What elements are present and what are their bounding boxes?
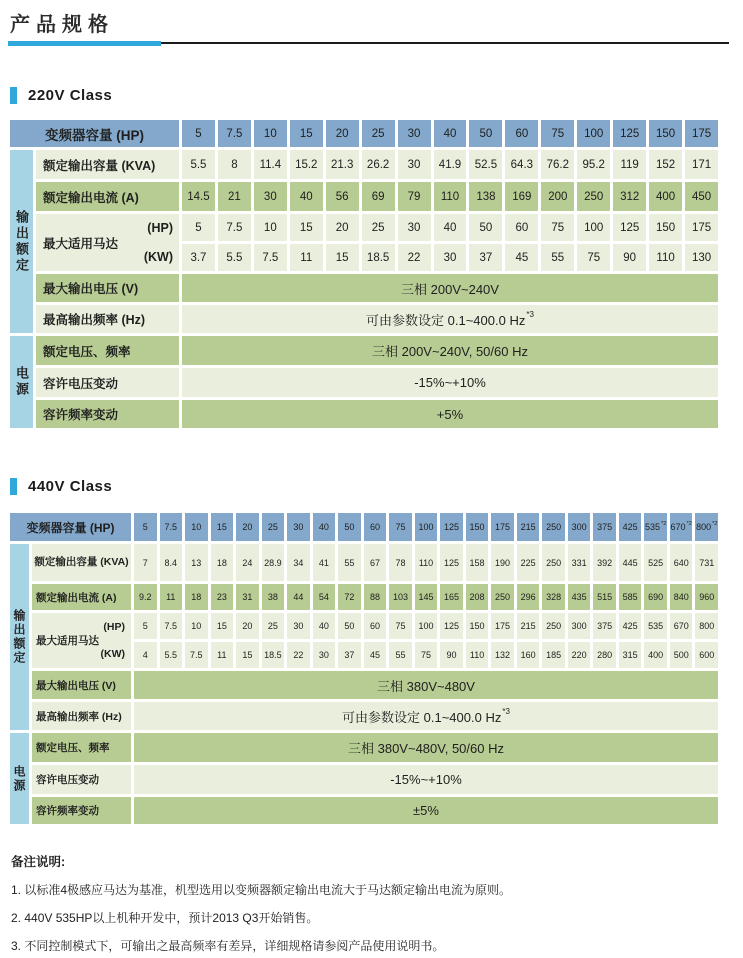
- value-cell: 215: [517, 613, 540, 639]
- col-header-cell: 800 $^{*2}$: [695, 513, 718, 541]
- col-header-cell: 125: [613, 120, 646, 147]
- value-cell: 375: [593, 613, 616, 639]
- value-cell: 4: [134, 642, 157, 668]
- section-title-220v: 220V Class: [28, 87, 113, 104]
- col-header-cell: 175: [491, 513, 514, 541]
- col-header-cell: 15: [290, 120, 323, 147]
- value-cell: 500: [670, 642, 693, 668]
- value-cell: 26.2: [362, 150, 395, 179]
- value-cell: 15: [326, 244, 359, 271]
- value-cell: 90: [440, 642, 463, 668]
- value-cell: 425: [619, 613, 642, 639]
- value-cell: 280: [593, 642, 616, 668]
- row-label-motor-440v: [32, 613, 131, 668]
- col-header-cell: 75: [541, 120, 574, 147]
- value-cell: 54: [313, 584, 336, 610]
- row-label-voltvar-440v: 容许电压变动: [32, 765, 131, 794]
- value-cell: 392: [593, 544, 616, 581]
- row-value-freqvar-440v: ±5%: [134, 797, 718, 824]
- value-cell: 44: [287, 584, 310, 610]
- value-cell: 15: [290, 214, 323, 241]
- col-header-cell: 7.5: [218, 120, 251, 147]
- value-cell: 15: [236, 642, 259, 668]
- row-label-motor-220v: [36, 214, 179, 271]
- value-cell: 69: [362, 182, 395, 211]
- value-cell: 670: [670, 613, 693, 639]
- section-title-440v: 440V Class: [28, 478, 113, 495]
- value-cell: 132: [491, 642, 514, 668]
- motor-unit-labels: [101, 613, 132, 668]
- value-cell: 600: [695, 642, 718, 668]
- value-cell: 190: [491, 544, 514, 581]
- value-cell: 171: [685, 150, 718, 179]
- value-cell: 75: [415, 642, 438, 668]
- value-cell: 7.5: [254, 244, 287, 271]
- value-cell: 30: [434, 244, 467, 271]
- value-cell: 38: [262, 584, 285, 610]
- col-header-cell: 100: [415, 513, 438, 541]
- value-cell: 55: [389, 642, 412, 668]
- col-header-label-220v: 变频器容量 (HP): [10, 120, 179, 147]
- note-item: 2. 440V 535HP以上机种开发中，预计2013 Q3开始销售。: [11, 911, 319, 925]
- col-header-cell: 20: [326, 120, 359, 147]
- value-cell: 731: [695, 544, 718, 581]
- value-cell: 14.5: [182, 182, 215, 211]
- value-cell: 56: [326, 182, 359, 211]
- value-cell: 20: [326, 214, 359, 241]
- value-cell: 331: [568, 544, 591, 581]
- row-label-maxv-440v: 最大输出电压 (V): [32, 671, 131, 699]
- value-cell: 76.2: [541, 150, 574, 179]
- col-header-cell: 535 $^{*2}$: [644, 513, 667, 541]
- motor-hp-label: (HP): [147, 221, 173, 236]
- row-label-freqvar-440v: 容许频率变动: [32, 797, 131, 824]
- col-header-cell: 60: [505, 120, 538, 147]
- motor-hp-label: (HP): [103, 620, 125, 633]
- value-cell: 52.5: [469, 150, 502, 179]
- value-cell: 45: [505, 244, 538, 271]
- value-cell: 11: [290, 244, 323, 271]
- col-header-cell: 670 $^{*2}$: [670, 513, 693, 541]
- col-header-cell: 60: [364, 513, 387, 541]
- value-cell: 103: [389, 584, 412, 610]
- col-header-cell: 100: [577, 120, 610, 147]
- row-value-ratedvf-220v: 三相 200V~240V, 50/60 Hz: [182, 336, 718, 365]
- row-label-ratedvf-220v: 额定电压、频率: [36, 336, 179, 365]
- value-cell: 160: [517, 642, 540, 668]
- value-cell: 515: [593, 584, 616, 610]
- value-cell: 175: [685, 214, 718, 241]
- value-cell: 7.5: [185, 642, 208, 668]
- value-cell: 75: [577, 244, 610, 271]
- col-header-cell: 50: [338, 513, 361, 541]
- row-value-maxv-440v: 三相 380V~480V: [134, 671, 718, 699]
- value-cell: 200: [541, 182, 574, 211]
- value-cell: 8: [218, 150, 251, 179]
- value-cell: 110: [434, 182, 467, 211]
- col-header-cell: 300: [568, 513, 591, 541]
- col-header-cell: 175: [685, 120, 718, 147]
- col-header-cell: 375: [593, 513, 616, 541]
- value-cell: 125: [440, 544, 463, 581]
- col-header-cell: 40: [434, 120, 467, 147]
- value-cell: 8.4: [160, 544, 183, 581]
- motor-label-text: 最大适用马达: [43, 236, 119, 251]
- value-cell: 30: [398, 214, 431, 241]
- value-cell: 640: [670, 544, 693, 581]
- value-cell: 40: [290, 182, 323, 211]
- value-cell: 31: [236, 584, 259, 610]
- value-cell: 445: [619, 544, 642, 581]
- value-cell: 7.5: [160, 613, 183, 639]
- value-cell: 25: [262, 613, 285, 639]
- row-label-amp-440v: 额定输出电流 (A): [32, 584, 131, 610]
- value-cell: 3.7: [182, 244, 215, 271]
- value-cell: 21: [218, 182, 251, 211]
- value-cell: 45: [364, 642, 387, 668]
- value-cell: 585: [619, 584, 642, 610]
- value-cell: 10: [254, 214, 287, 241]
- value-cell: 64.3: [505, 150, 538, 179]
- col-header-cell: 75: [389, 513, 412, 541]
- value-cell: 7.5: [218, 214, 251, 241]
- value-cell: 41: [313, 544, 336, 581]
- col-header-cell: 30: [287, 513, 310, 541]
- value-cell: 169: [505, 182, 538, 211]
- col-header-cell: 20: [236, 513, 259, 541]
- value-cell: 525: [644, 544, 667, 581]
- col-header-cell: 215: [517, 513, 540, 541]
- value-cell: 50: [469, 214, 502, 241]
- value-cell: 60: [364, 613, 387, 639]
- value-cell: 150: [649, 214, 682, 241]
- col-header-cell: 25: [262, 513, 285, 541]
- section-heading-440v: [10, 478, 735, 495]
- value-cell: 150: [466, 613, 489, 639]
- value-cell: 95.2: [577, 150, 610, 179]
- row-label-freqvar-220v: 容许频率变动: [36, 400, 179, 428]
- notes: [11, 852, 735, 954]
- value-cell: 55: [338, 544, 361, 581]
- value-cell: 78: [389, 544, 412, 581]
- row-label-amp-220v: 额定输出电流 (A): [36, 182, 179, 211]
- value-cell: 55: [541, 244, 574, 271]
- value-cell: 315: [619, 642, 642, 668]
- value-cell: 15: [211, 613, 234, 639]
- col-header-cell: 150: [649, 120, 682, 147]
- value-cell: 13: [185, 544, 208, 581]
- value-cell: 18.5: [362, 244, 395, 271]
- value-cell: 400: [644, 642, 667, 668]
- value-cell: 5: [182, 214, 215, 241]
- section-marker-icon: [10, 87, 17, 104]
- sidebar-power-label-440v: 电源: [10, 733, 29, 824]
- row-value-ratedvf-440v: 三相 380V~480V, 50/60 Hz: [134, 733, 718, 762]
- row-value-voltvar-440v: -15%~+10%: [134, 765, 718, 794]
- col-header-cell: 50: [469, 120, 502, 147]
- value-cell: 7: [134, 544, 157, 581]
- col-header-label-440v: 变频器容量 (HP): [10, 513, 131, 541]
- spec-table-440v: [10, 513, 718, 824]
- value-cell: 435: [568, 584, 591, 610]
- motor-kw-label: (KW): [143, 249, 173, 264]
- value-cell: 840: [670, 584, 693, 610]
- value-cell: 15.2: [290, 150, 323, 179]
- row-label-maxv-220v: 最大输出电压 (V): [36, 274, 179, 302]
- value-cell: 11: [160, 584, 183, 610]
- value-cell: 40: [313, 613, 336, 639]
- row-value-maxhz-220v: 可由参数设定 0.1~400.0 Hz $^{*3}$: [182, 305, 718, 333]
- row-value-maxhz-440v: 可由参数设定 0.1~400.0 Hz $^{*3}$: [134, 702, 718, 730]
- value-cell: 5.5: [218, 244, 251, 271]
- value-cell: 22: [398, 244, 431, 271]
- value-cell: 5.5: [160, 642, 183, 668]
- value-cell: 72: [338, 584, 361, 610]
- value-cell: 34: [287, 544, 310, 581]
- value-cell: 67: [364, 544, 387, 581]
- value-cell: 5.5: [182, 150, 215, 179]
- value-cell: 88: [364, 584, 387, 610]
- note-item: 1. 以标准4极感应马达为基准，机型选用以变频器额定输出电流大于马达额定输出电流为原则。: [11, 883, 512, 897]
- value-cell: 79: [398, 182, 431, 211]
- section-marker-icon: [10, 478, 17, 495]
- value-cell: 37: [338, 642, 361, 668]
- value-cell: 30: [254, 182, 287, 211]
- value-cell: 250: [542, 544, 565, 581]
- value-cell: 18.5: [262, 642, 285, 668]
- row-value-maxv-220v: 三相 200V~240V: [182, 274, 718, 302]
- value-cell: 10: [185, 613, 208, 639]
- col-header-cell: 5: [134, 513, 157, 541]
- value-cell: 175: [491, 613, 514, 639]
- row-value-voltvar-220v: -15%~+10%: [182, 368, 718, 397]
- col-header-cell: 250: [542, 513, 565, 541]
- sidebar-output-label-220v: 输出额定: [10, 150, 33, 333]
- value-cell: 18: [185, 584, 208, 610]
- section-heading-220v: [10, 87, 735, 104]
- value-cell: 22: [287, 642, 310, 668]
- value-cell: 30: [287, 613, 310, 639]
- note-item: 3. 不同控制模式下，可输出之最高频率有差异，详细规格请参阅产品使用说明书。: [11, 939, 445, 953]
- notes-heading: 备注说明:: [11, 855, 66, 869]
- value-cell: 125: [613, 214, 646, 241]
- value-cell: 60: [505, 214, 538, 241]
- value-cell: 220: [568, 642, 591, 668]
- value-cell: 125: [440, 613, 463, 639]
- col-header-cell: 40: [313, 513, 336, 541]
- col-header-cell: 10: [254, 120, 287, 147]
- col-header-cell: 150: [466, 513, 489, 541]
- sidebar-output-label-440v: 输出额定: [10, 544, 29, 730]
- value-cell: 130: [685, 244, 718, 271]
- value-cell: 21.3: [326, 150, 359, 179]
- value-cell: 250: [491, 584, 514, 610]
- value-cell: 24: [236, 544, 259, 581]
- value-cell: 23: [211, 584, 234, 610]
- page-title: 产品规格: [10, 14, 114, 36]
- spec-table-220v: [10, 120, 718, 428]
- value-cell: 30: [313, 642, 336, 668]
- value-cell: 296: [517, 584, 540, 610]
- value-cell: 250: [542, 613, 565, 639]
- value-cell: 145: [415, 584, 438, 610]
- row-label-kva-440v: 额定输出容量 (KVA): [32, 544, 131, 581]
- value-cell: 152: [649, 150, 682, 179]
- value-cell: 225: [517, 544, 540, 581]
- col-header-cell: 30: [398, 120, 431, 147]
- value-cell: 11: [211, 642, 234, 668]
- value-cell: 25: [362, 214, 395, 241]
- value-cell: 40: [434, 214, 467, 241]
- value-cell: 9.2: [134, 584, 157, 610]
- sidebar-power-label-220v: 电源: [10, 336, 33, 428]
- row-label-maxhz-220v: 最高输出频率 (Hz): [36, 305, 179, 333]
- col-header-cell: 5: [182, 120, 215, 147]
- value-cell: 90: [613, 244, 646, 271]
- value-cell: 158: [466, 544, 489, 581]
- value-cell: 165: [440, 584, 463, 610]
- value-cell: 37: [469, 244, 502, 271]
- value-cell: 50: [338, 613, 361, 639]
- col-header-cell: 125: [440, 513, 463, 541]
- value-cell: 450: [685, 182, 718, 211]
- row-label-voltvar-220v: 容许电压变动: [36, 368, 179, 397]
- row-label-maxhz-440v: 最高输出频率 (Hz): [32, 702, 131, 730]
- value-cell: 110: [415, 544, 438, 581]
- value-cell: 110: [466, 642, 489, 668]
- title-rule-blue: [8, 41, 161, 46]
- value-cell: 208: [466, 584, 489, 610]
- value-cell: 800: [695, 613, 718, 639]
- value-cell: 138: [469, 182, 502, 211]
- row-label-kva-220v: 额定输出容量 (KVA): [36, 150, 179, 179]
- value-cell: 110: [649, 244, 682, 271]
- value-cell: 75: [389, 613, 412, 639]
- value-cell: 18: [211, 544, 234, 581]
- value-cell: 11.4: [254, 150, 287, 179]
- value-cell: 100: [415, 613, 438, 639]
- value-cell: 300: [568, 613, 591, 639]
- col-header-cell: 10: [185, 513, 208, 541]
- row-value-freqvar-220v: +5%: [182, 400, 718, 428]
- col-header-cell: 7.5: [160, 513, 183, 541]
- value-cell: 119: [613, 150, 646, 179]
- value-cell: 312: [613, 182, 646, 211]
- value-cell: 75: [541, 214, 574, 241]
- value-cell: 185: [542, 642, 565, 668]
- value-cell: 328: [542, 584, 565, 610]
- value-cell: 690: [644, 584, 667, 610]
- motor-label-text: 最大适用马达: [36, 635, 99, 647]
- value-cell: 960: [695, 584, 718, 610]
- value-cell: 100: [577, 214, 610, 241]
- value-cell: 250: [577, 182, 610, 211]
- row-label-ratedvf-440v: 额定电压、频率: [32, 733, 131, 762]
- col-header-cell: 15: [211, 513, 234, 541]
- col-header-cell: 425: [619, 513, 642, 541]
- motor-unit-labels: [144, 214, 179, 271]
- motor-kw-label: (KW): [100, 648, 125, 661]
- value-cell: 30: [398, 150, 431, 179]
- value-cell: 400: [649, 182, 682, 211]
- value-cell: 20: [236, 613, 259, 639]
- title-underline: [8, 41, 729, 47]
- value-cell: 41.9: [434, 150, 467, 179]
- value-cell: 28.9: [262, 544, 285, 581]
- value-cell: 535: [644, 613, 667, 639]
- value-cell: 5: [134, 613, 157, 639]
- col-header-cell: 25: [362, 120, 395, 147]
